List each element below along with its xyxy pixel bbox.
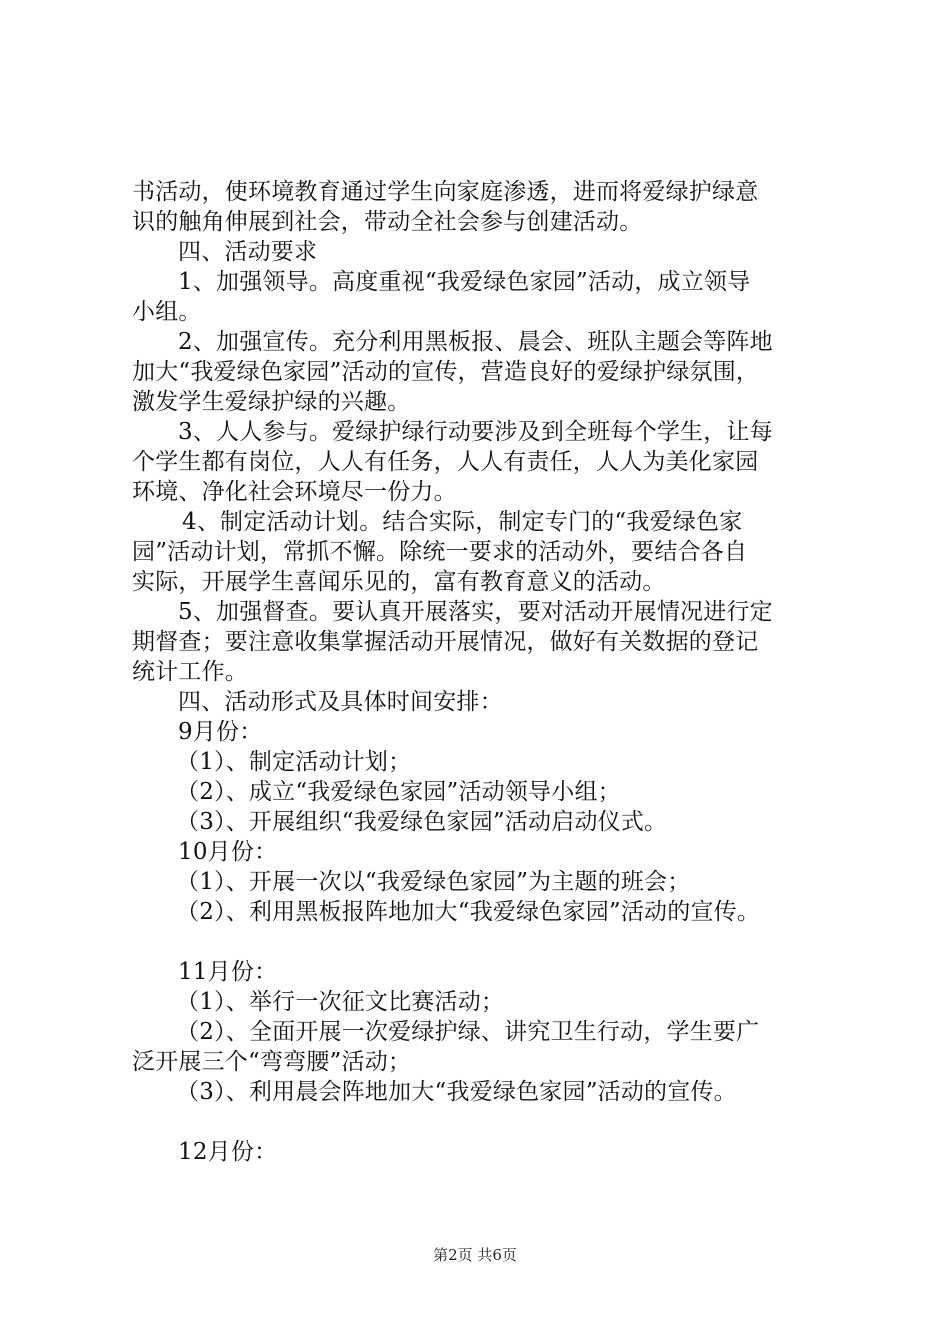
list-item: （3）、利用晨会阵地加大“我爱绿色家园”活动的宣传。 [176, 1079, 737, 1105]
month-heading: 9月份： [178, 719, 263, 745]
text-line: 加大“我爱绿色家园”活动的宣传，营造良好的爱绿护绿氛围， [132, 359, 760, 385]
text-line: 园”活动计划，常抓不懈。除统一要求的活动外，要结合各自 [132, 539, 748, 565]
text-line: 实际，开展学生喜闻乐见的，富有教育意义的活动。 [132, 569, 666, 595]
text-line: 书活动，使环境教育通过学生向家庭渗透，进而将爱绿护绿意 [132, 179, 759, 205]
text-line: 环境、净化社会环境尽一份力。 [132, 479, 457, 505]
text-line: 2、加强宣传。充分利用黑板报、晨会、班队主题会等阵地 [178, 329, 773, 355]
text-line: 统计工作。 [132, 659, 248, 685]
page-footer: 第2页 共6页 [433, 1246, 517, 1264]
month-heading: 11月份： [178, 959, 278, 985]
blank-line [132, 927, 842, 957]
list-item: （1）、举行一次征文比赛活动； [176, 989, 505, 1015]
text-line: 3、人人参与。爱绿护绿行动要涉及到全班每个学生，让每 [178, 419, 773, 445]
text-line: 1、加强领导。高度重视“我爱绿色家园”活动，成立领导 [178, 269, 751, 295]
list-item: （1）、开展一次以“我爱绿色家园”为主题的班会； [176, 869, 691, 895]
section-heading: 四、活动形式及具体时间安排： [178, 689, 503, 715]
section-heading: 四、活动要求 [178, 239, 318, 265]
text-line: 识的触角伸展到社会，带动全社会参与创建活动。 [132, 209, 643, 235]
text-line: 5、加强督查。要认真开展落实，要对活动开展情况进行定 [178, 599, 773, 625]
blank-line [132, 1107, 842, 1137]
month-heading: 12月份： [178, 1139, 278, 1165]
text-line: 激发学生爱绿护绿的兴趣。 [132, 389, 411, 415]
month-heading: 10月份： [178, 839, 278, 865]
list-item: （3）、开展组织“我爱绿色家园”活动启动仪式。 [176, 809, 668, 835]
list-item: （1）、制定活动计划； [176, 749, 412, 775]
text-line: 个学生都有岗位，人人有任务，人人有责任，人人为美化家园 [132, 449, 759, 475]
list-item: （2）、全面开展一次爱绿护绿、讲究卫生行动，学生要广 [176, 1019, 760, 1045]
text-line: 小组。 [132, 299, 202, 325]
text-line: 4、制定活动计划。结合实际，制定专门的“我爱绿色家 [182, 509, 743, 535]
text-line: 泛开展三个“弯弯腰”活动； [132, 1049, 412, 1075]
text-line: 期督查；要注意收集掌握活动开展情况，做好有关数据的登记 [132, 629, 759, 655]
document-body [132, 177, 842, 1167]
list-item: （2）、成立“我爱绿色家园”活动领导小组； [176, 779, 621, 805]
list-item: （2）、利用黑板报阵地加大“我爱绿色家园”活动的宣传。 [176, 899, 761, 925]
